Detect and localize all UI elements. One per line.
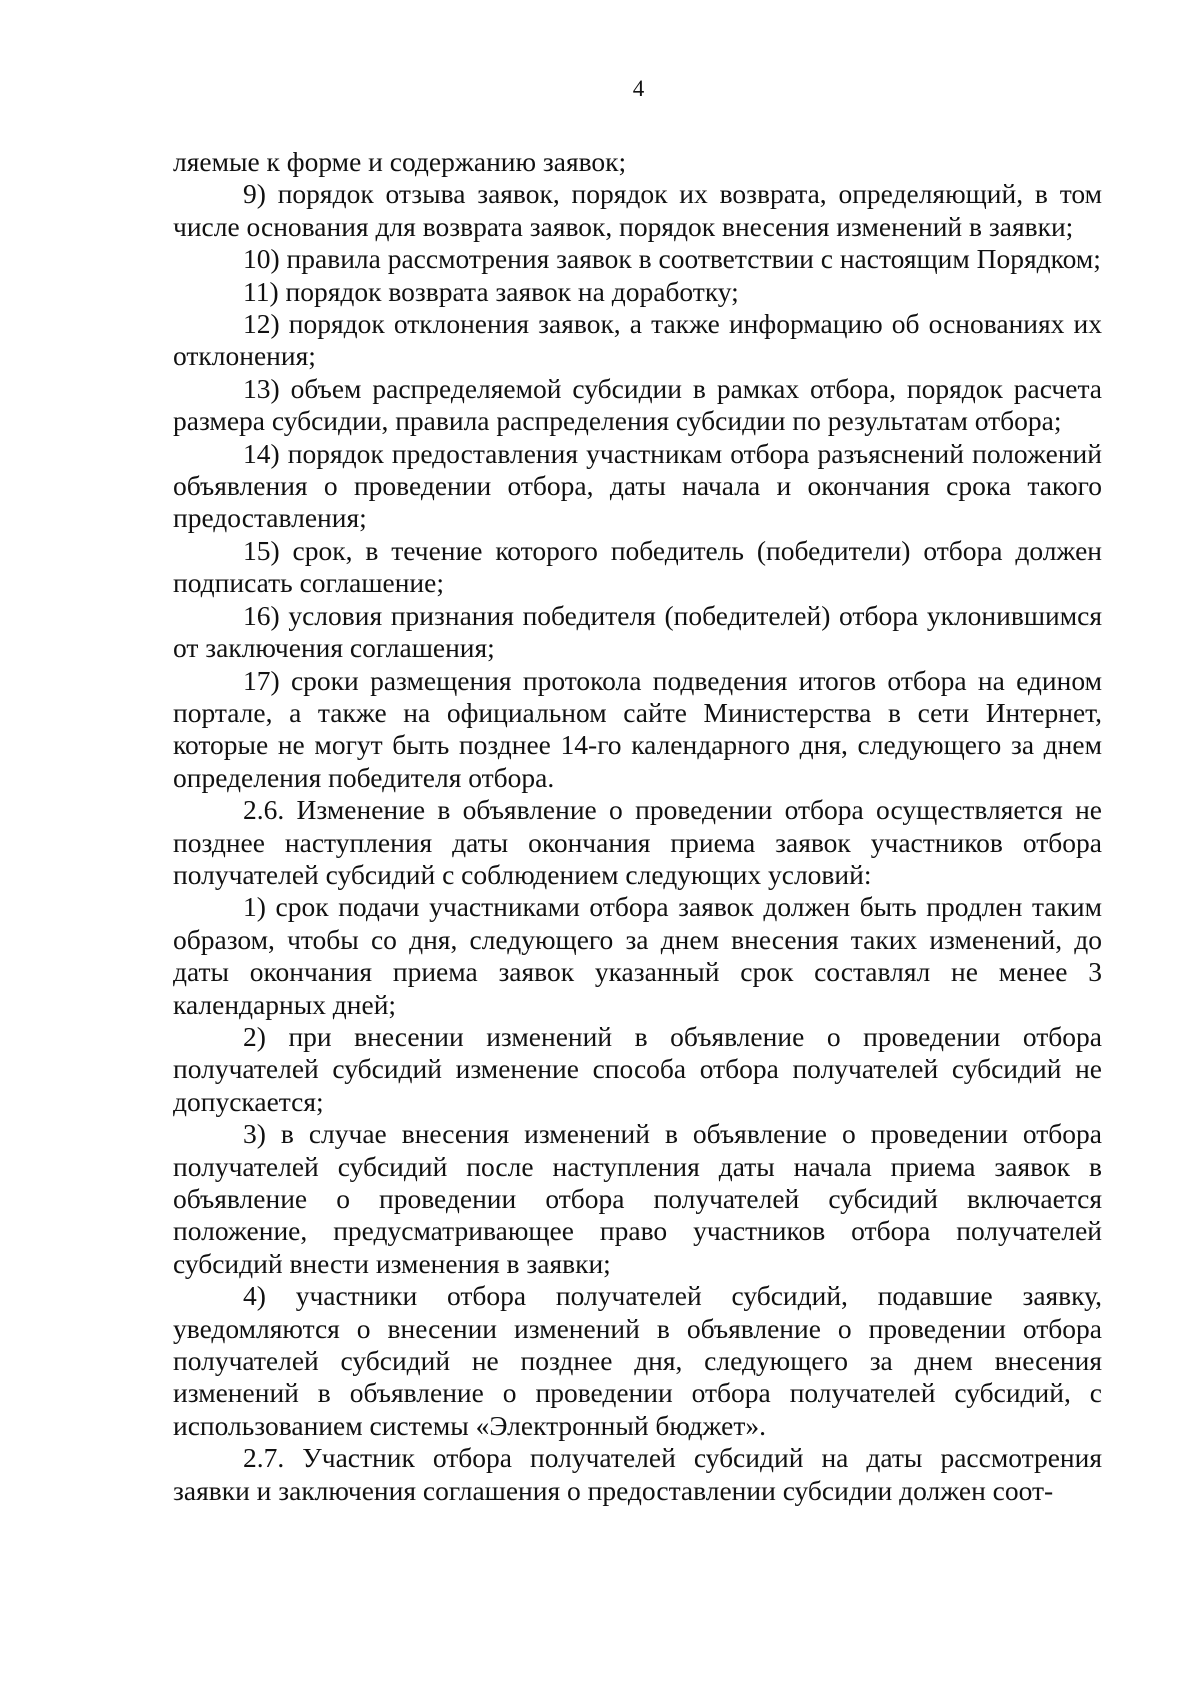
paragraph: 11) порядок возврата заявок на доработку;	[243, 275, 739, 307]
paragraph: 17) сроки размещения протокола подведения итогов отбора на едином портале, а также на официальном сайте Министерства в сети Интернет, которые не могут быть позднее 14-го календарного дня, следующего за днем определения победителя отбора.	[173, 664, 1102, 793]
paragraph: 12) порядок отклонения заявок, а также информацию об основаниях их отклонения;	[173, 308, 1102, 372]
paragraph: 2) при внесении изменений в объявление о проведении отбора получателей субсидий изменение способа отбора получателей субсидий не допускается;	[173, 1020, 1102, 1117]
paragraph: 14) порядок предоставления участникам отбора разъяснений положений объявления о проведении отбора, даты начала и окончания срока такого предоставления;	[173, 437, 1102, 534]
document-body	[173, 146, 1102, 1507]
paragraph: 13) объем распределяемой субсидии в рамках отбора, порядок расчета размера субсидии, правила распределения субсидии по результатам отбора;	[173, 372, 1102, 437]
paragraph: 4) участники отбора получателей субсидий, подавшие заявку, уведомляются о внесении изменений в объявление о проведении отбора получателей субсидий не позднее дня, следующего за днем внесения изменений в объявление о проведении отбора получателей субсидий, с использованием системы «Электронный бюджет».	[173, 1280, 1102, 1441]
paragraph: 2.7. Участник отбора получателей субсидий на даты рассмотрения заявки и заключения соглашения о предоставлении субсидии должен соот-	[173, 1442, 1102, 1506]
paragraph: ляемые к форме и содержанию заявок;	[173, 146, 627, 177]
paragraph: 15) срок, в течение которого победитель (победители) отбора должен подписать соглашение;	[173, 534, 1102, 599]
paragraph: 10) правила рассмотрения заявок в соответствии с настоящим Порядком;	[243, 243, 1101, 275]
paragraph: 16) условия признания победителя (победителей) отбора уклонившимся от заключения соглашения;	[173, 599, 1102, 664]
paragraph: 9) порядок отзыва заявок, порядок их возврата, определяющий, в том числе основания для возврата заявок, порядок внесения изменений в заявки;	[173, 178, 1102, 242]
paragraph: 1) срок подачи участниками отбора заявок должен быть продлен таким образом, чтобы со дня, следующего за днем внесения таких изменений, до даты окончания приема заявок указанный срок составлял не менее 3 календарных дней;	[173, 891, 1102, 1020]
page-number: 4	[632, 76, 645, 101]
paragraph: 3) в случае внесения изменений в объявление о проведении отбора получателей субсидий после наступления даты начала приема заявок в объявление о проведении отбора получателей субсидий включается положение, предусматривающее право участников отбора получателей субсидий внести изменения в заявки;	[173, 1118, 1102, 1279]
paragraph: 2.6. Изменение в объявление о проведении отбора осуществляется не позднее наступления даты окончания приема заявок участников отбора получателей субсидий с соблюдением следующих условий:	[173, 794, 1102, 890]
